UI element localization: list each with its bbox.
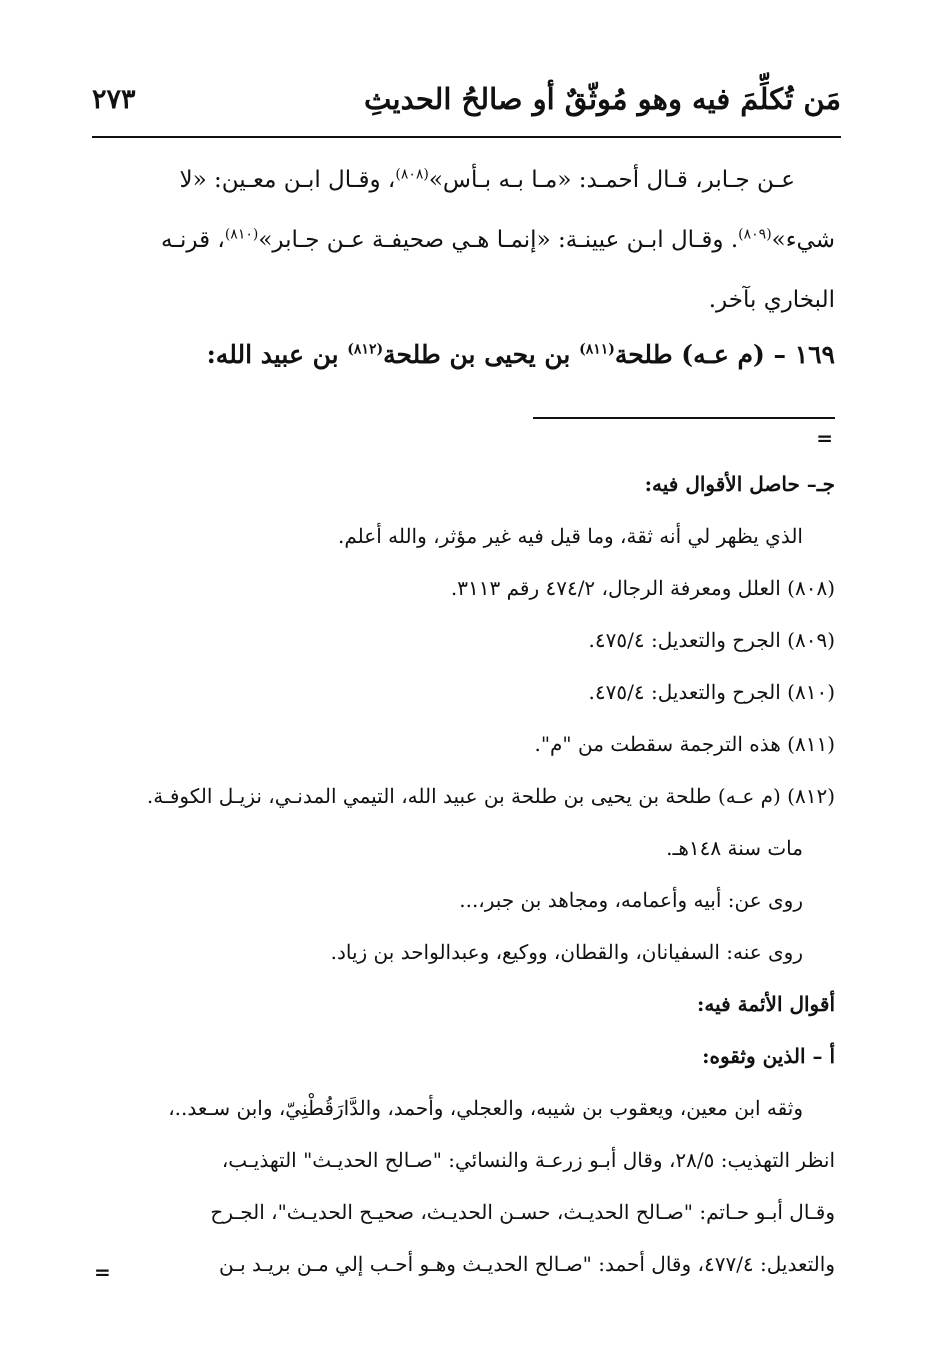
biography-heading: [207, 340, 835, 369]
death-line: مات سنة ١٤٨هـ.: [666, 836, 803, 860]
footnote-ref: (٨٠٨): [395, 166, 429, 183]
section-heading: جـ– حاصل الأقوال فيه:: [644, 472, 835, 496]
footnote-ref: (٨٠٩): [738, 226, 772, 243]
text-run: ، وقـال ابـن معـين: «لا: [179, 167, 396, 193]
narrated-by-line: روى عنه: السفيانان، والقطان، ووكيع، وعبدالواحد بن زياد.: [330, 940, 803, 964]
trusted-line-4: والتعديل: ٤٧٧/٤، وقال أحمد: "صـالح الحديـث وهـو أحـب إلي مـن بريـد بـن: [219, 1252, 835, 1276]
text-run: البخاري بآخر.: [708, 287, 835, 313]
footnote-divider: [533, 417, 835, 419]
text-run: . وقـال ابـن عيينـة: «إنمـا هـي صحيفـة عـن جـابر»: [258, 227, 739, 253]
narrated-from-line: روى عن: أبيه وأعمامه، ومجاهد بن جبر،...: [459, 888, 803, 912]
text-run: شيء»: [771, 227, 835, 253]
paragraph-line-3: [95, 270, 835, 330]
footnote-ref: (٨١٢): [347, 341, 384, 358]
main-paragraph: [95, 150, 835, 330]
imams-heading: أقوال الأئمة فيه:: [697, 992, 835, 1016]
paragraph-line-1: [95, 150, 835, 210]
footnote-809: (٨٠٩) الجرح والتعديل: ٤٧٥/٤.: [588, 628, 835, 652]
trusted-line-3: وقـال أبـو حـاتم: "صـالح الحديـث، حسـن الحديـث، صحيـح الحديـث"، الجـرح: [210, 1200, 835, 1224]
conclusion-line: الذي يظهر لي أنه ثقة، وما قيل فيه غير مؤثر، والله أعلم.: [337, 524, 803, 548]
end-continuation-mark: =: [94, 1260, 111, 1284]
bio-suffix: بن عبيد الله:: [206, 340, 348, 369]
text-run: ، قرنـه: [160, 227, 225, 253]
running-title: مَن تُكلِّمَ فيه وهو مُوثّقٌ أو صالحُ الحديثِ: [364, 82, 841, 116]
footnote-808: (٨٠٨) العلل ومعرفة الرجال، ٤٧٤/٢ رقم ٣١١٣.: [450, 576, 835, 600]
header-divider: [92, 136, 841, 138]
footnotes-section: [95, 458, 835, 1290]
footnote-810: (٨١٠) الجرح والتعديل: ٤٧٥/٤.: [588, 680, 835, 704]
trusted-line-2: انظر التهذيب: ٢٨/٥، وقال أبـو زرعـة والنسائي: "صـالح الحديـث" التهذيـب،: [221, 1148, 835, 1172]
bio-middle: بن يحيى بن طلحة: [383, 340, 580, 369]
trusted-heading: أ – الذين وثقوه:: [702, 1044, 835, 1068]
continuation-mark: =: [816, 426, 833, 450]
footnote-ref: (٨١٠): [224, 226, 259, 243]
page-header: [92, 82, 841, 126]
text-run: عـن جـابر، قـال أحمـد: «مـا بـه بـأس»: [428, 167, 795, 193]
bio-prefix: ١٦٩ – (م عـه) طلحة: [614, 340, 835, 369]
footnote-812: (٨١٢) (م عـه) طلحة بن يحيى بن طلحة بن عبيد الله، التيمي المدنـي، نزيـل الكوفـة.: [146, 784, 835, 808]
footnote-811: (٨١١) هذه الترجمة سقطت من "م".: [534, 732, 835, 756]
page-number: ٢٧٣: [92, 84, 136, 115]
footnote-ref: (٨١١): [579, 341, 615, 358]
paragraph-line-2: [95, 210, 835, 270]
trusted-line-1: وثقه ابن معين، ويعقوب بن شيبه، والعجلي، وأحمد، والدَّارَقُطْنِيّ، وابن سـعد..،: [168, 1096, 803, 1120]
